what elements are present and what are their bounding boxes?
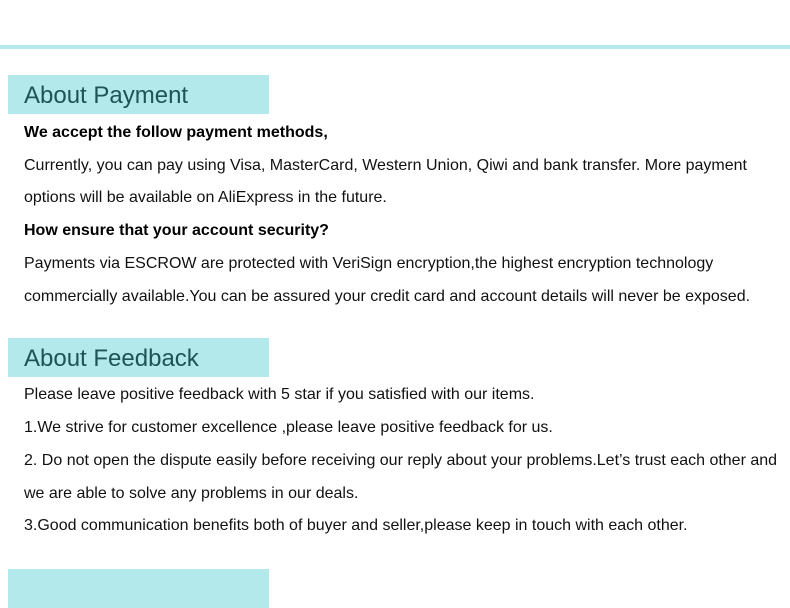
payment-methods-text-cont: options will be available on AliExpress in the future. [24, 189, 387, 206]
payment-methods-heading: We accept the follow payment methods, [24, 124, 328, 141]
feedback-intro-text: Please leave positive feedback with 5 star if you satisfied with our items. [24, 386, 535, 403]
feedback-section-header: About Feedback [8, 338, 269, 377]
next-section-header [8, 569, 269, 608]
feedback-point-3: 3.Good communication benefits both of buyer and seller,please keep in touch with each other. [24, 517, 688, 534]
feedback-point-2: 2. Do not open the dispute easily before receiving our reply about your problems.Let’s trust each other and [24, 452, 778, 469]
account-security-heading: How ensure that your account security? [24, 222, 329, 239]
payment-methods-text: Currently, you can pay using Visa, MasterCard, Western Union, Qiwi and bank transfer. More payment [24, 157, 747, 174]
top-divider [0, 45, 790, 49]
payment-section-header: About Payment [8, 75, 269, 114]
account-security-text-cont: commercially available.You can be assured your credit card and account details will never be exposed. [24, 288, 751, 305]
feedback-point-1: 1.We strive for customer excellence ,please leave positive feedback for us. [24, 419, 553, 436]
account-security-text: Payments via ESCROW are protected with VeriSign encryption,the highest encryption technology [24, 255, 714, 272]
feedback-point-2-cont: we are able to solve any problems in our deals. [24, 485, 359, 502]
